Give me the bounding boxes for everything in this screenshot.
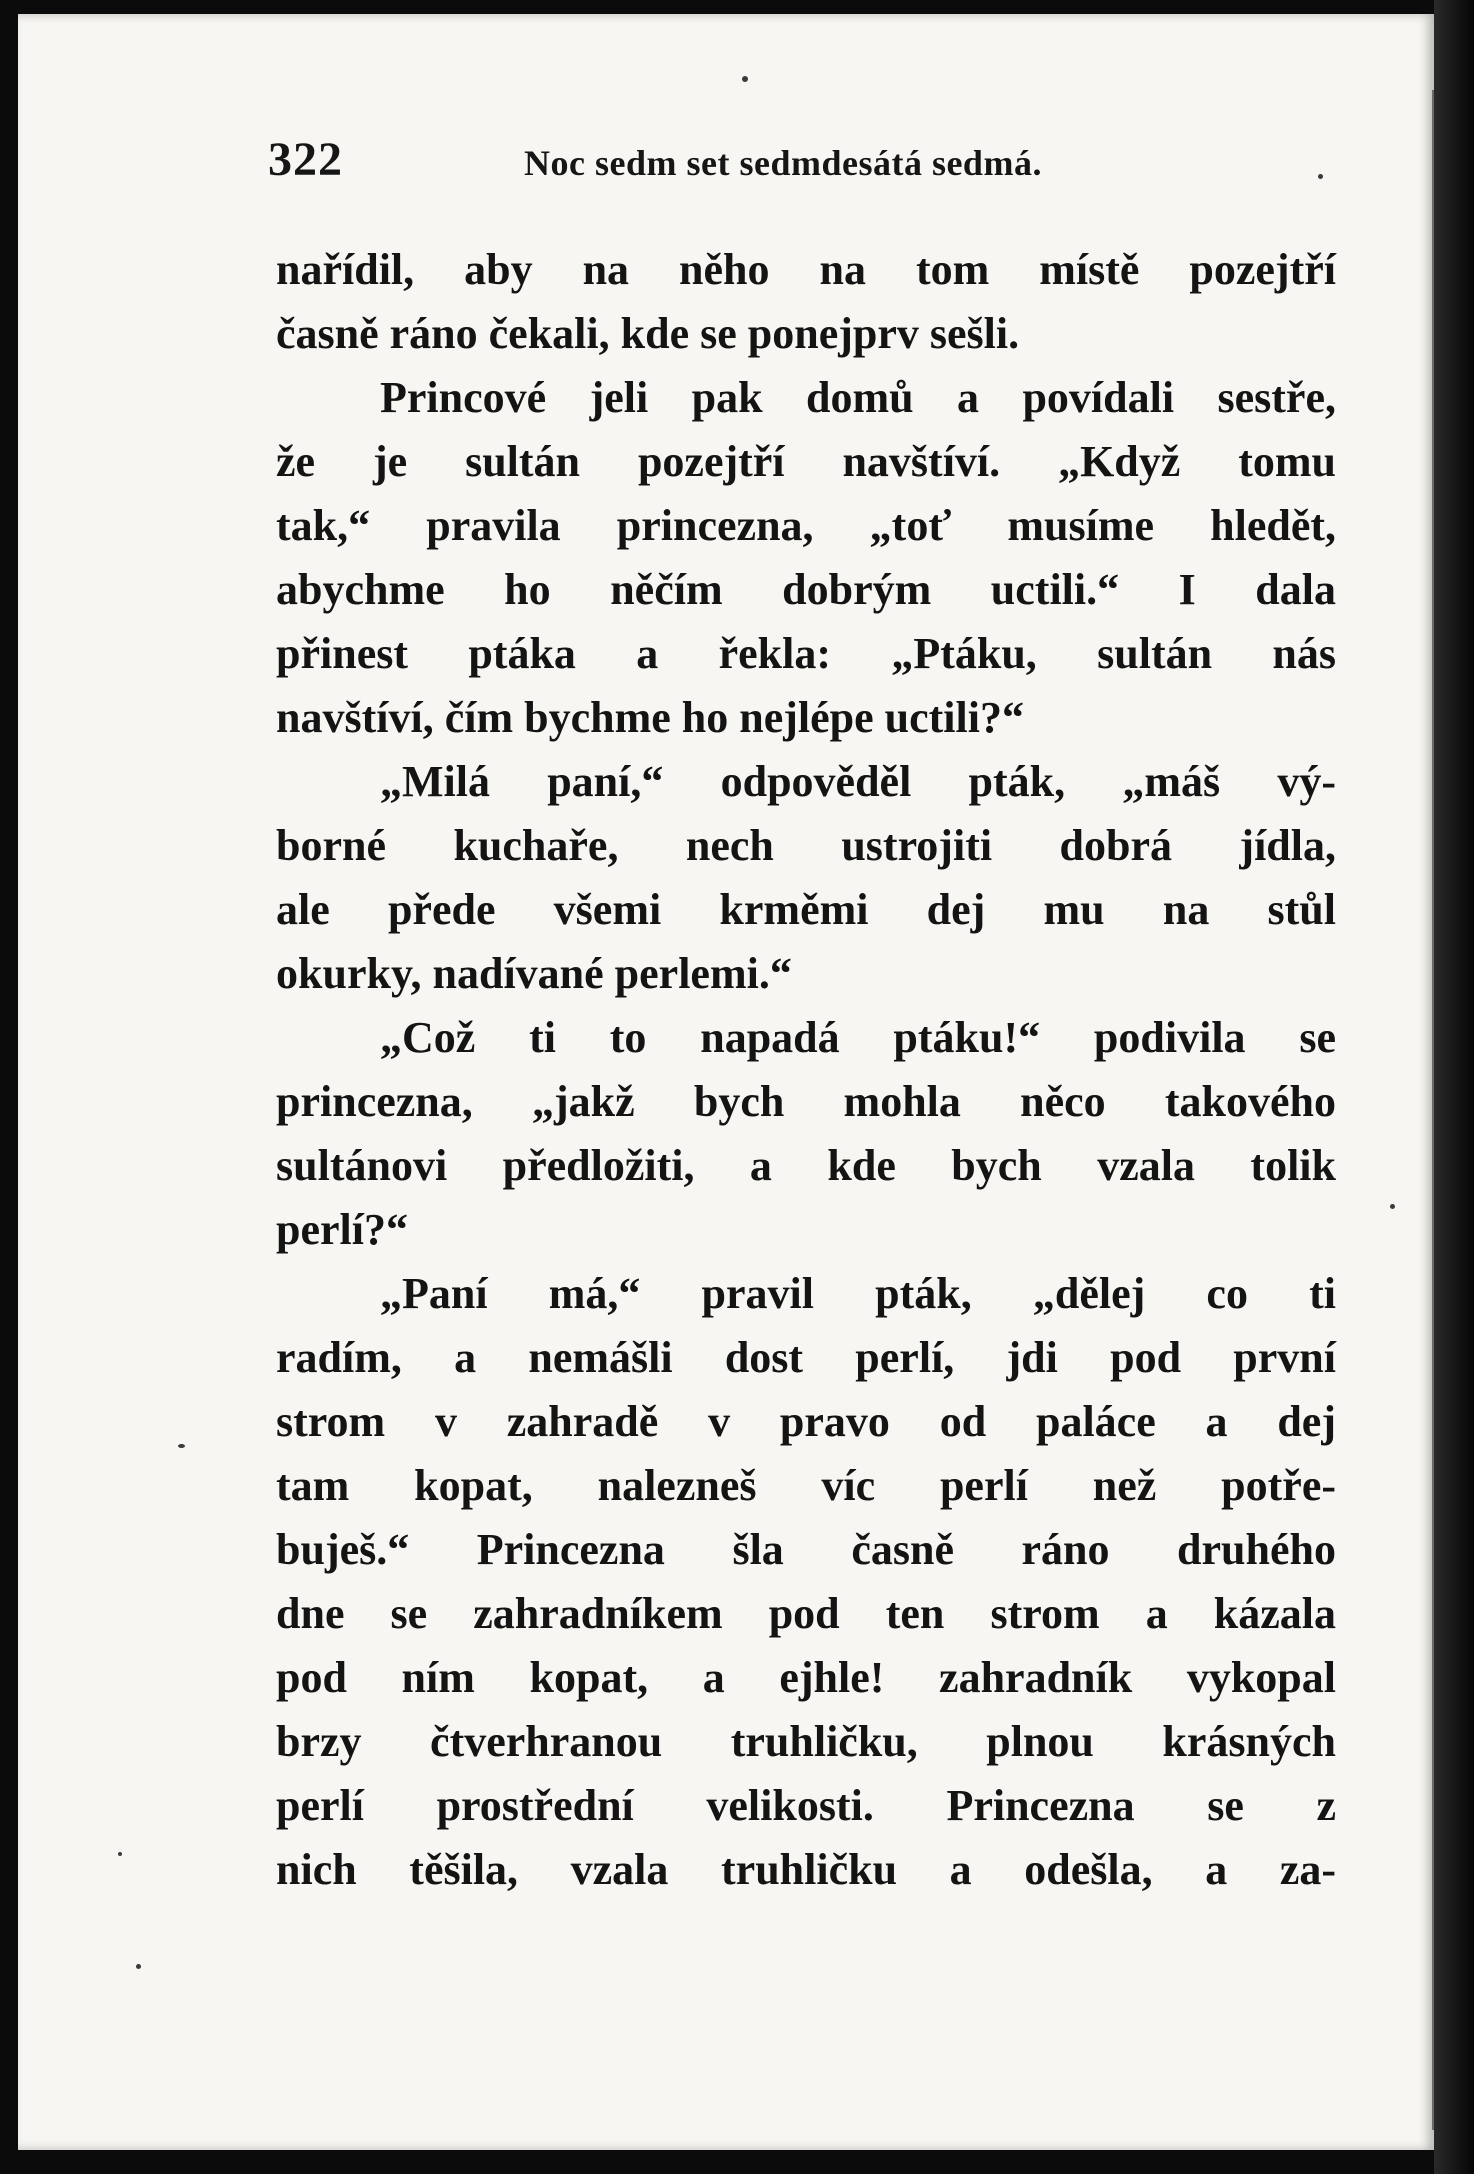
page-number: 322 [268,133,343,186]
text-line: nařídil, aby na něho na tom místě pozejtří [276,245,1336,294]
text-line: perlí prostřední velikosti. Princezna se z [276,1781,1336,1830]
text-line: že je sultán pozejtří navštíví. „Když tomu [276,437,1336,486]
paper-speck [136,1964,141,1969]
text-line: navštíví, čím bychme ho nejlépe uctili?“ [276,693,1024,742]
text-line: sultánovi předložiti, a kde bych vzala tolik [276,1141,1336,1190]
paper-speck [742,76,748,82]
text-line: brzy čtverhranou truhličku, plnou krásných [276,1717,1336,1766]
text-line: „Paní má,“ pravil pták, „dělej co ti [380,1269,1336,1318]
paper-speck [1390,1204,1395,1209]
text-line: perlí?“ [276,1205,408,1254]
text-line: „Milá paní,“ odpověděl pták, „máš vý- [380,757,1336,806]
text-line: radím, a nemášli dost perlí, jdi pod první [276,1333,1336,1382]
text-line: tak,“ pravila princezna, „toť musíme hledět, [276,501,1336,550]
text-line: „Což ti to napadá ptáku!“ podivila se [380,1013,1336,1062]
paper-speck [1318,174,1323,179]
text-line: tam kopat, nalezneš víc perlí než potře- [276,1461,1336,1510]
running-title: Noc sedm set sedmdesátá sedmá. [524,143,1042,183]
text-line: dne se zahradníkem pod ten strom a kázala [276,1589,1336,1638]
text-line: časně ráno čekali, kde se ponejprv sešli. [276,309,1020,358]
running-head [268,132,1168,192]
text-line: buješ.“ Princezna šla časně ráno druhého [276,1525,1336,1574]
text-line: strom v zahradě v pravo od paláce a dej [276,1397,1336,1446]
text-line: borné kuchaře, nech ustrojiti dobrá jídla, [276,821,1336,870]
text-line: ale přede všemi krměmi dej mu na stůl [276,885,1336,934]
paper-sheet [18,14,1434,2150]
text-line: přinest ptáka a řekla: „Ptáku, sultán nás [276,629,1336,678]
text-line: princezna, „jakž bych mohla něco takového [276,1077,1336,1126]
text-line: Princové jeli pak domů a povídali sestře, [380,373,1336,422]
text-line: nich těšila, vzala truhličku a odešla, a za- [276,1845,1336,1894]
binding-shadow [1434,0,1474,2174]
text-line: abychme ho něčím dobrým uctili.“ I dala [276,565,1336,614]
paper-speck [178,1444,185,1448]
body-text [276,238,1336,1902]
text-line: okurky, nadívané perlemi.“ [276,949,792,998]
text-line: pod ním kopat, a ejhle! zahradník vykopal [276,1653,1336,1702]
paper-speck [118,1852,122,1856]
